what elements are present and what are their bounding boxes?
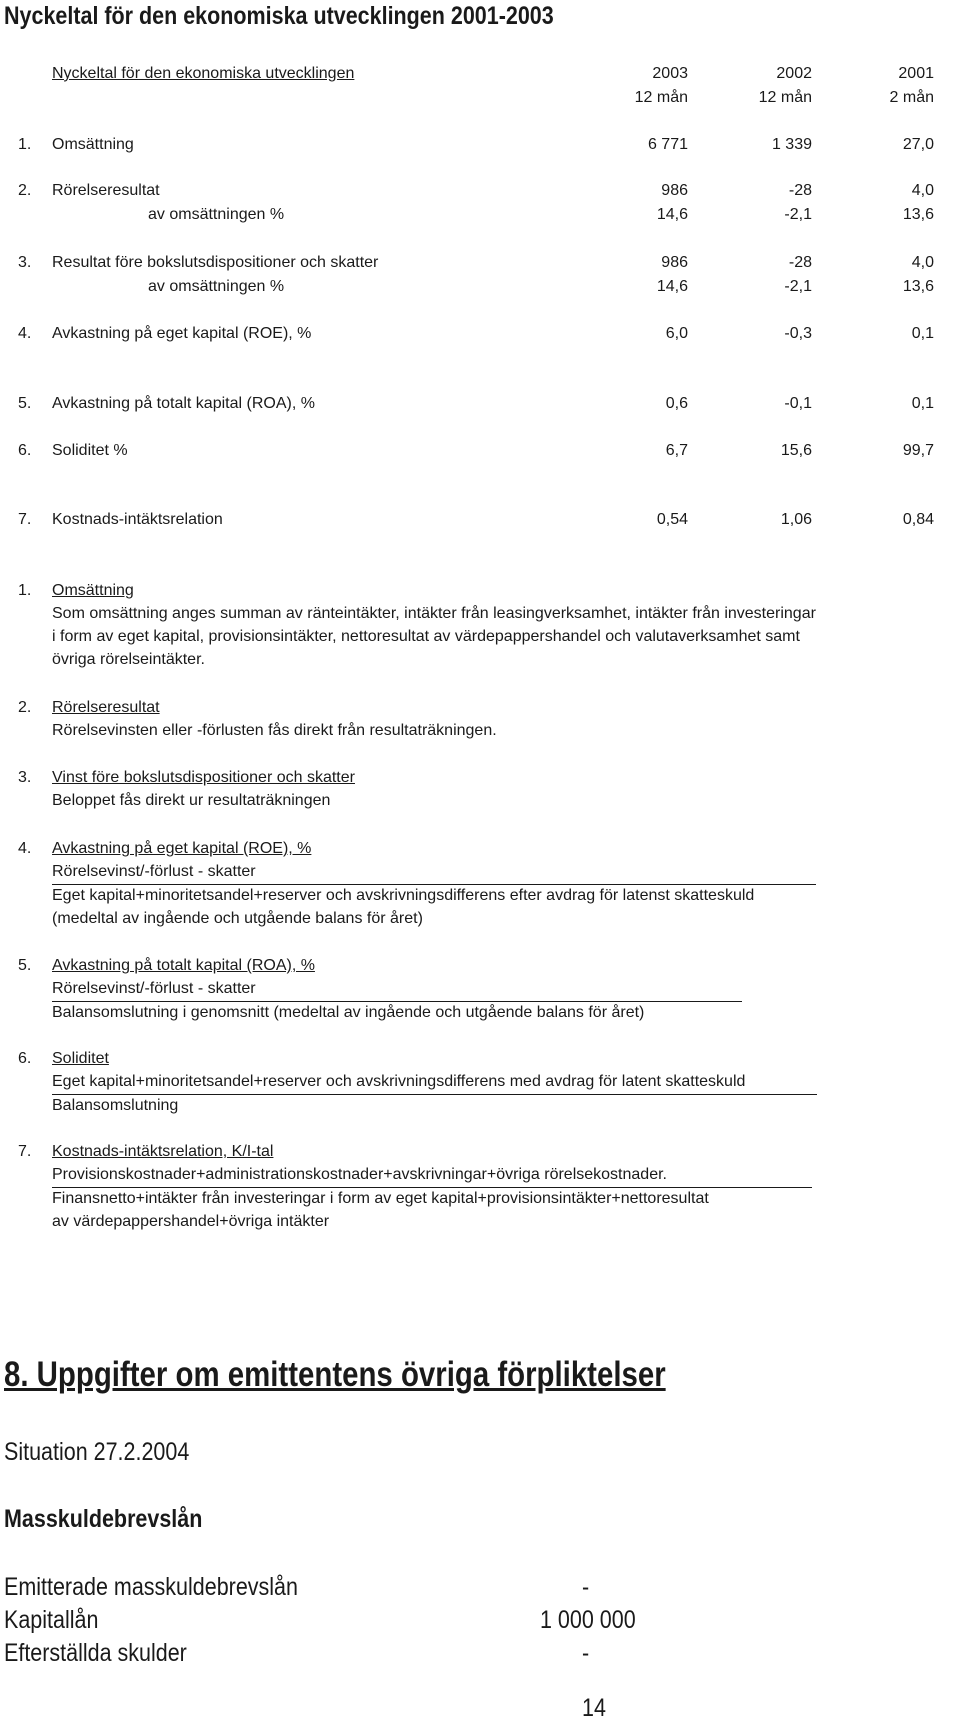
fraction-denominator: Finansnetto+intäkter från investeringar i form av eget kapital+provisionsintäkter+nettoresultat: [52, 1190, 709, 1207]
row-number: 7.: [18, 511, 32, 528]
page-title: Nyckeltal för den ekonomiska utvecklingen 2001-2003: [4, 2, 554, 30]
definition-number: 4.: [18, 840, 32, 857]
situation-date: Situation 27.2.2004: [4, 1438, 190, 1466]
definition-heading-kostnads-intakt: Kostnads-intäktsrelation, K/I-tal: [52, 1143, 274, 1160]
table-cell: 14,6: [656, 278, 688, 295]
table-cell: 0,1: [911, 325, 934, 342]
definition-text: Som omsättning anges summan av ränteintäkter, intäkter från leasingverksamhet, intäkter från investeringar: [52, 605, 816, 622]
table-cell: 14,6: [656, 206, 688, 223]
table-cell: 4,0: [911, 254, 934, 271]
definition-number: 3.: [18, 769, 32, 786]
fraction-numerator: Provisionskostnader+administrationskostnader+avskrivningar+övriga rörelsekostnader.: [52, 1166, 667, 1183]
definition-text: övriga rörelseintäkter.: [52, 651, 205, 668]
table-cell: 15,6: [780, 442, 812, 459]
table-cell: 1,06: [780, 511, 812, 528]
item-value-emitterade: -: [582, 1573, 590, 1601]
row-number: 1.: [18, 136, 32, 153]
row-label-soliditet: Soliditet %: [52, 442, 128, 459]
table-cell: 6,7: [665, 442, 688, 459]
subheading-masskuldebrevslan: Masskuldebrevslån: [4, 1505, 203, 1533]
table-cell: 13,6: [902, 278, 934, 295]
table-cell: 0,1: [911, 395, 934, 412]
table-cell: 1 339: [771, 136, 812, 153]
column-period-2003: 12 mån: [634, 89, 688, 106]
row-label-rorelseresultat: Rörelseresultat: [52, 182, 160, 199]
row-number: 3.: [18, 254, 32, 271]
table-cell: -28: [788, 182, 812, 199]
column-period-2001: 2 mån: [889, 89, 934, 106]
fraction-numerator: Eget kapital+minoritetsandel+reserver och avskrivningsdifferens med avdrag för latent skatteskuld: [52, 1073, 746, 1090]
row-label-roa: Avkastning på totalt kapital (ROA), %: [52, 395, 315, 412]
definition-heading-vinst-fore: Vinst före bokslutsdispositioner och skatter: [52, 769, 355, 786]
table-header-label: Nyckeltal för den ekonomiska utvecklingen: [52, 65, 355, 82]
row-number: 6.: [18, 442, 32, 459]
definition-number: 6.: [18, 1050, 32, 1067]
fraction-denominator-continued: av värdepappershandel+övriga intäkter: [52, 1213, 330, 1230]
fraction-numerator: Rörelsevinst/-förlust - skatter: [52, 980, 256, 997]
fraction-numerator: Rörelsevinst/-förlust - skatter: [52, 863, 256, 880]
table-cell: 0,84: [902, 511, 934, 528]
row-label-av-omsattningen: av omsättningen %: [148, 278, 285, 295]
row-label-kostnads-intakt: Kostnads-intäktsrelation: [52, 511, 223, 528]
definition-heading-roa: Avkastning på totalt kapital (ROA), %: [52, 957, 315, 974]
table-cell: -2,1: [784, 278, 812, 295]
column-year-2001: 2001: [898, 65, 934, 82]
table-cell: 4,0: [911, 182, 934, 199]
row-label-av-omsattningen: av omsättningen %: [148, 206, 285, 223]
table-cell: -2,1: [784, 206, 812, 223]
row-number: 4.: [18, 325, 32, 342]
table-cell: 986: [661, 254, 688, 271]
table-cell: -0,3: [784, 325, 812, 342]
column-year-2003: 2003: [652, 65, 688, 82]
table-cell: 6 771: [647, 136, 688, 153]
table-cell: 27,0: [902, 136, 934, 153]
item-label-emitterade: Emitterade masskuldebrevslån: [4, 1573, 298, 1601]
fraction-denominator: Balansomslutning: [52, 1097, 179, 1114]
definition-text: (medeltal av ingående och utgående balans för året): [52, 910, 423, 927]
table-cell: 13,6: [902, 206, 934, 223]
table-cell: -0,1: [784, 395, 812, 412]
definition-heading-rorelseresultat: Rörelseresultat: [52, 699, 160, 716]
row-label-omsattning: Omsättning: [52, 136, 134, 153]
item-value-efterstallda: -: [582, 1639, 590, 1667]
definition-text: Beloppet fås direkt ur resultaträkningen: [52, 792, 331, 809]
table-cell: 0,6: [665, 395, 688, 412]
item-label-kapitallan: Kapitallån: [4, 1606, 99, 1634]
definition-heading-omsattning: Omsättning: [52, 582, 134, 599]
definition-text: i form av eget kapital, provisionsintäkter, nettoresultat av värdepappershandel och valutaverksamhet samt: [52, 628, 800, 645]
definition-heading-roe: Avkastning på eget kapital (ROE), %: [52, 840, 312, 857]
row-number: 2.: [18, 182, 32, 199]
fraction-denominator: Balansomslutning i genomsnitt (medeltal av ingående och utgående balans för året): [52, 1004, 645, 1021]
section-heading: 8. Uppgifter om emittentens övriga förpliktelser: [4, 1355, 666, 1394]
item-label-efterstallda: Efterställda skulder: [4, 1639, 187, 1667]
table-cell: 6,0: [665, 325, 688, 342]
column-period-2002: 12 mån: [758, 89, 812, 106]
table-cell: 99,7: [902, 442, 934, 459]
row-label-resultat-fore: Resultat före bokslutsdispositioner och skatter: [52, 254, 379, 271]
column-year-2002: 2002: [776, 65, 812, 82]
row-number: 5.: [18, 395, 32, 412]
row-label-roe: Avkastning på eget kapital (ROE), %: [52, 325, 312, 342]
definition-number: 2.: [18, 699, 32, 716]
definition-heading-soliditet: Soliditet: [52, 1050, 109, 1067]
fraction-denominator: Eget kapital+minoritetsandel+reserver och avskrivningsdifferens efter avdrag för latenst skatteskuld: [52, 887, 755, 904]
table-cell: -28: [788, 254, 812, 271]
table-cell: 0,54: [656, 511, 688, 528]
table-cell: 986: [661, 182, 688, 199]
definition-number: 1.: [18, 582, 32, 599]
definition-number: 7.: [18, 1143, 32, 1160]
page-number: 14: [582, 1694, 606, 1722]
definition-text: Rörelsevinsten eller -förlusten fås direkt från resultaträkningen.: [52, 722, 497, 739]
item-value-kapitallan: 1 000 000: [540, 1606, 636, 1634]
definition-number: 5.: [18, 957, 32, 974]
